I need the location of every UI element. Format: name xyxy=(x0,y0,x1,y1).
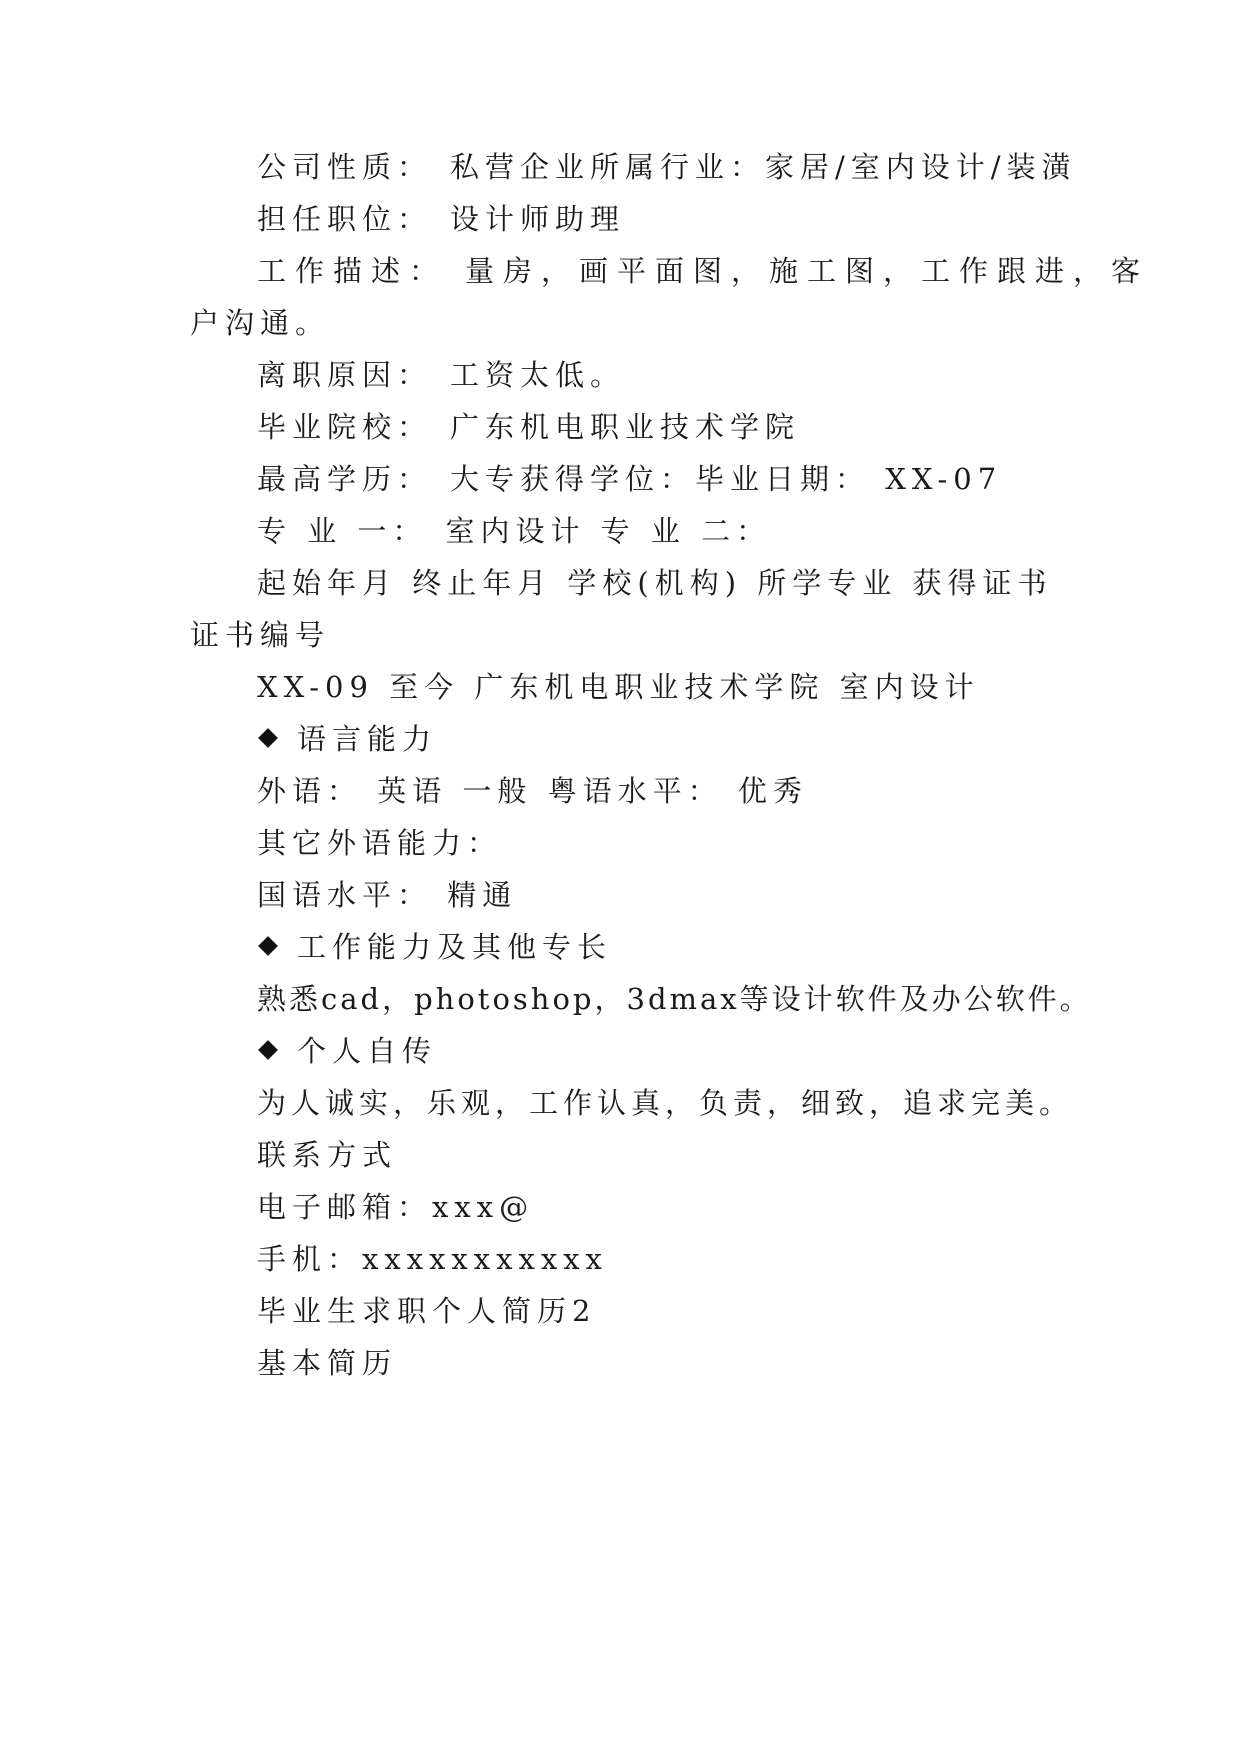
position-value: 设计师助理 xyxy=(450,202,626,236)
bio-heading-text: 个人自传 xyxy=(297,1034,438,1068)
contact-heading: 联系方式 xyxy=(257,1138,398,1172)
skills-line: 熟悉cad，photoshop，3dmax等设计软件及办公软件。 xyxy=(257,982,1092,1016)
language-section-heading xyxy=(257,719,437,759)
school-label: 毕业院校： xyxy=(257,410,433,444)
education-table-header: 起始年月 终止年月 学校(机构) 所学专业 获得证书 xyxy=(257,566,1053,600)
position-line xyxy=(257,199,625,239)
company-type-label: 公司性质： xyxy=(257,150,433,184)
leave-reason-label: 离职原因： xyxy=(257,358,433,392)
education-row: XX-09 至今 广东机电职业技术学院 室内设计 xyxy=(257,670,980,704)
diamond-bullet-icon xyxy=(258,936,278,956)
education-table-header-continuation: 证书编号 xyxy=(190,618,331,652)
company-type-line xyxy=(257,147,1077,187)
school-value: 广东机电职业技术学院 xyxy=(450,410,801,444)
degree-value: 大专获得学位：毕业日期： XX-07 xyxy=(450,462,1003,496)
major-label: 专 业 一： xyxy=(257,514,428,548)
bio-section-heading xyxy=(257,1031,437,1071)
other-language-line: 其它外语能力： xyxy=(257,826,503,860)
skills-section-heading xyxy=(257,927,612,967)
basic-resume-heading: 基本简历 xyxy=(257,1346,398,1380)
job-desc-value: 量房，画平面图，施工图，工作跟进，客 xyxy=(465,254,1150,288)
school-line xyxy=(257,407,800,447)
degree-label: 最高学历： xyxy=(257,462,433,496)
language-heading-text: 语言能力 xyxy=(297,722,438,756)
mandarin-line: 国语水平： 精通 xyxy=(257,878,518,912)
skills-heading-text: 工作能力及其他专长 xyxy=(297,930,613,964)
leave-reason-line xyxy=(257,355,625,395)
position-label: 担任职位： xyxy=(257,202,433,236)
major-line xyxy=(257,511,771,551)
email-line: 电子邮箱：xxx@ xyxy=(257,1190,535,1224)
company-type-value: 私营企业所属行业：家居/室内设计/装潢 xyxy=(450,150,1077,184)
job-desc-label: 工作描述： xyxy=(257,254,448,288)
leave-reason-value: 工资太低。 xyxy=(450,358,626,392)
resume-2-title: 毕业生求职个人简历2 xyxy=(257,1294,597,1328)
bio-line: 为人诚实，乐观，工作认真，负责，细致，追求完美。 xyxy=(257,1086,1074,1120)
major-value: 室内设计 专 业 二： xyxy=(445,514,772,548)
phone-line: 手机：xxxxxxxxxxx xyxy=(257,1242,608,1276)
diamond-bullet-icon xyxy=(258,728,278,748)
degree-line xyxy=(257,459,1002,499)
job-desc-line xyxy=(257,251,1149,291)
diamond-bullet-icon xyxy=(258,1040,278,1060)
foreign-language-line: 外语： 英语 一般 粤语水平： 优秀 xyxy=(257,774,808,808)
job-desc-continuation: 户沟通。 xyxy=(190,306,331,340)
